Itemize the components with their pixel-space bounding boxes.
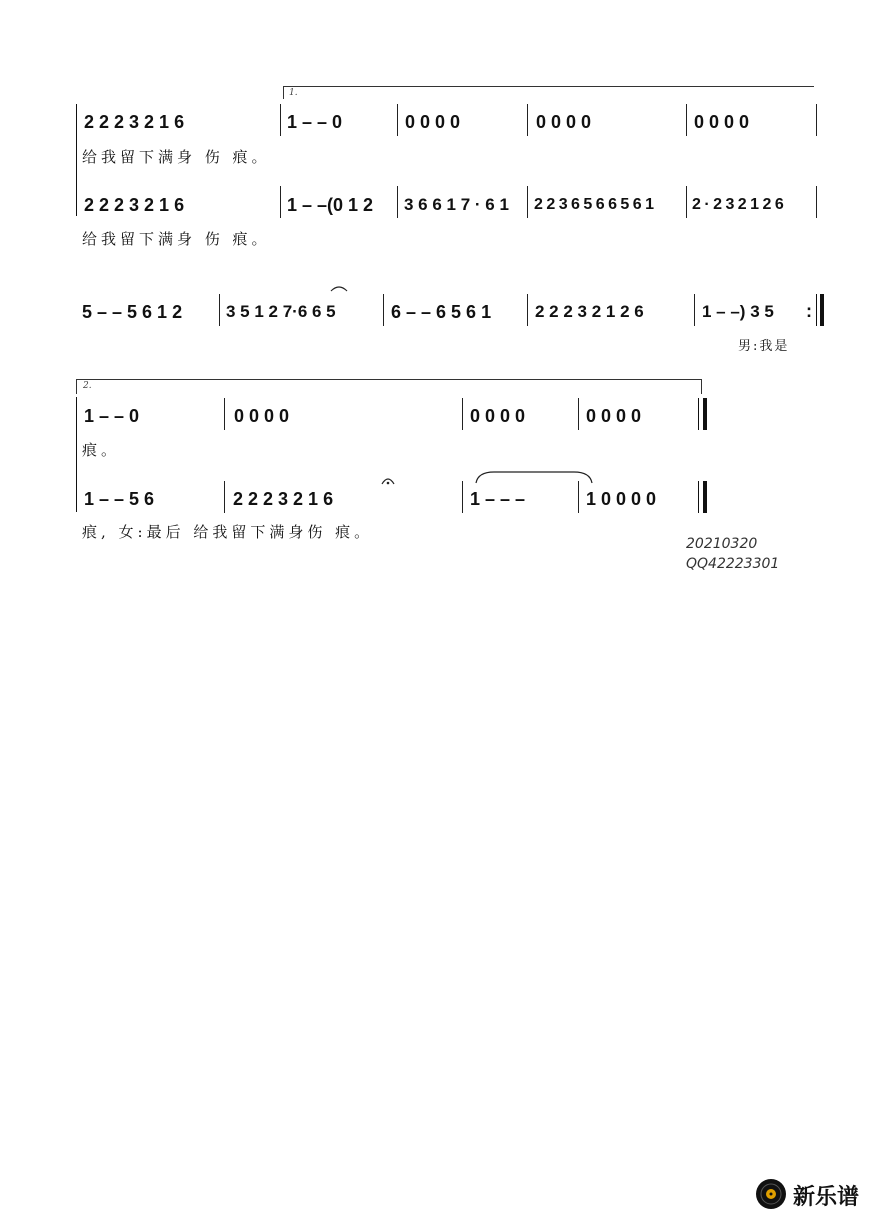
row3-slur bbox=[330, 284, 348, 292]
row4-barline bbox=[224, 398, 225, 430]
row1-measure2: 1 – – 0 bbox=[287, 112, 343, 132]
row4-measure2: 0 0 0 0 bbox=[234, 406, 290, 426]
row5-tie bbox=[474, 470, 594, 484]
row3-barline bbox=[694, 294, 695, 326]
row4-lyrics: 痕。 bbox=[82, 441, 121, 459]
row4-measure3: 0 0 0 0 bbox=[470, 406, 526, 426]
row5-barline bbox=[224, 481, 225, 513]
row3-barline bbox=[383, 294, 384, 326]
row4-barline bbox=[462, 398, 463, 430]
qq-number: QQ42223301 bbox=[686, 556, 780, 572]
repeat-barline-thick bbox=[820, 294, 824, 326]
row4-barline bbox=[578, 398, 579, 430]
row1-measure1: 2 2 2 3 2 1 6 bbox=[84, 112, 185, 132]
row2-lyrics: 给我留下满身 伤 痕。 bbox=[82, 230, 271, 248]
vinyl-record-icon bbox=[755, 1178, 787, 1210]
row4-end-barline-thin bbox=[698, 398, 699, 430]
row3-measure2: 3 5 1 2 7·6 6 5 bbox=[226, 302, 336, 321]
row2-barline bbox=[686, 186, 687, 218]
row1-barline bbox=[527, 104, 528, 136]
repeat-sign-dots: : bbox=[806, 301, 812, 321]
row2-measure5: 2 · 2 3 2 1 2 6 bbox=[692, 196, 784, 213]
row3-measure4: 2 2 2 3 2 1 2 6 bbox=[535, 302, 644, 321]
row5-end-barline-thin bbox=[698, 481, 699, 513]
row1-measure4: 0 0 0 0 bbox=[536, 112, 592, 132]
date-stamp: 20210320 bbox=[686, 536, 758, 552]
row2-barline bbox=[280, 186, 281, 218]
row3-lyrics: 男:我是 bbox=[738, 339, 790, 354]
row2-barline bbox=[397, 186, 398, 218]
row3-barline bbox=[219, 294, 220, 326]
row5-measure3: 1 – – – bbox=[470, 489, 526, 509]
row5-barline bbox=[578, 481, 579, 513]
row1-barline bbox=[280, 104, 281, 136]
row1-measure5: 0 0 0 0 bbox=[694, 112, 750, 132]
row1-barline bbox=[397, 104, 398, 136]
row4-measure4: 0 0 0 0 bbox=[586, 406, 642, 426]
repeat-barline-thin bbox=[816, 294, 817, 326]
volta-1-bracket bbox=[283, 86, 814, 99]
volta-2-number: 2. bbox=[83, 381, 92, 391]
system-1-bracket-line bbox=[76, 104, 77, 216]
row2-measure3: 3 6 6 1 7 · 6 1 bbox=[404, 195, 509, 214]
row2-barline bbox=[816, 186, 817, 218]
row1-barline bbox=[686, 104, 687, 136]
row4-end-barline-thick bbox=[703, 398, 707, 430]
row1-lyrics: 给我留下满身 伤 痕。 bbox=[82, 148, 271, 166]
system-3-bracket-line bbox=[76, 397, 77, 512]
row2-measure4: 2 2 3 6 5 6 6 5 6 1 bbox=[534, 196, 654, 213]
row5-measure1: 1 – – 5 6 bbox=[84, 489, 155, 509]
row5-measure2: 2 2 2 3 2 1 6 bbox=[233, 489, 334, 509]
row3-measure5: 1 – –) 3 5 bbox=[702, 302, 774, 321]
site-logo-text: 新乐谱 bbox=[793, 1185, 860, 1210]
row4-measure1: 1 – – 0 bbox=[84, 406, 140, 426]
row2-measure1: 2 2 2 3 2 1 6 bbox=[84, 195, 185, 215]
row5-end-barline-thick bbox=[703, 481, 707, 513]
row3-measure3: 6 – – 6 5 6 1 bbox=[391, 302, 492, 322]
row1-barline bbox=[816, 104, 817, 136]
volta-1-number: 1. bbox=[289, 88, 298, 98]
row2-measure2: 1 – –(0 1 2 bbox=[287, 195, 374, 215]
row1-measure3: 0 0 0 0 bbox=[405, 112, 461, 132]
row5-barline bbox=[462, 481, 463, 513]
row3-measure1: 5 – – 5 6 1 2 bbox=[82, 302, 183, 322]
fermata-icon bbox=[381, 476, 395, 486]
row3-barline bbox=[527, 294, 528, 326]
row2-barline bbox=[527, 186, 528, 218]
row5-lyrics: 痕, 女:最后 给我留下满身伤 痕。 bbox=[82, 523, 374, 541]
row5-measure4: 1 0 0 0 0 bbox=[586, 489, 657, 509]
volta-2-bracket bbox=[76, 379, 702, 394]
